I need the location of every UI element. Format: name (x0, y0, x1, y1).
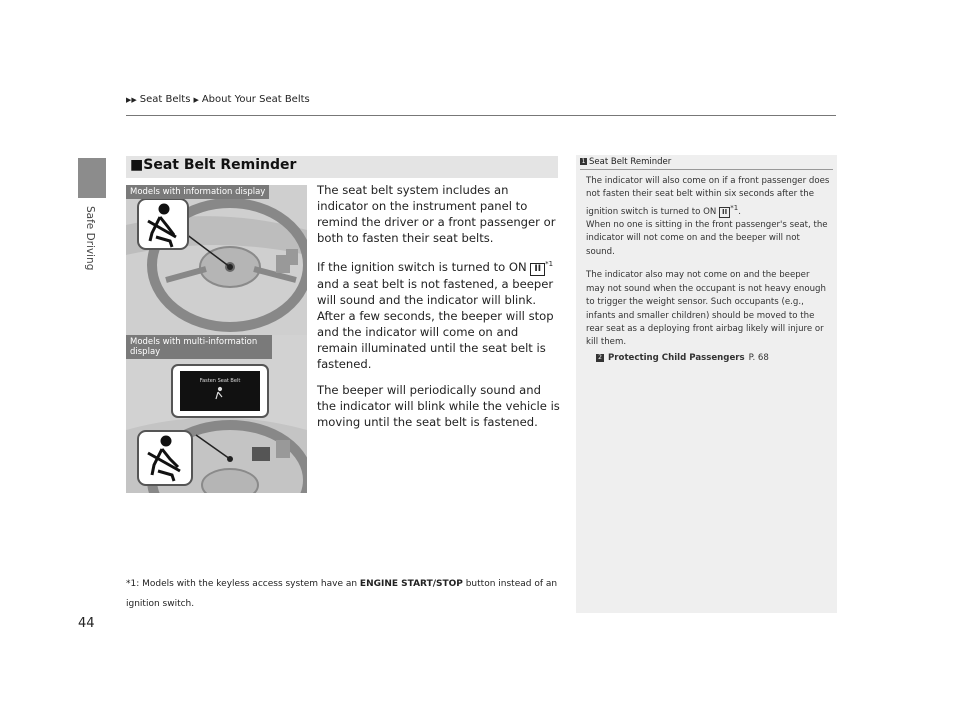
section-tab-marker (78, 158, 106, 198)
note-heading: 1 Seat Belt Reminder (580, 157, 833, 170)
note-body (586, 175, 830, 365)
body-text (317, 182, 561, 440)
section-marker: ■ (130, 157, 144, 173)
engine-start-stop-label: ENGINE START/STOP (359, 579, 463, 589)
page-number: 44 (78, 616, 95, 631)
cross-reference-link[interactable] (596, 352, 830, 365)
note-icon: 1 (581, 158, 586, 165)
section-title (130, 157, 296, 173)
multi-information-display-caption: Models with multi-information display (126, 335, 272, 359)
information-display-caption: Models with information display (126, 185, 269, 199)
multi-information-display-illustration (126, 335, 307, 493)
breadcrumb (126, 94, 310, 105)
ignition-switch-position: II (530, 263, 545, 276)
breadcrumb-item-about-seat-belts[interactable]: About Your Seat Belts (201, 94, 310, 105)
note-paragraph-weight-sensor: The indicator also may not come on and the beeper may not sound when the occupant is not heavy enough to trigger the weight sensor. Such occupants (e.g., infants and smaller children) should be moved to the rear seat as a deploying front airbag likely will injure or kill them. (586, 270, 826, 348)
paragraph-beeper-behavior: If the ignition switch is turned to ON II $^{*1}$ and a seat belt is not fastened, a beeper will sound and the indicator will blink. After a few seconds, the beeper will stop and the indicator will come on and remain illuminated until the seat belt is fastened. (317, 259, 554, 371)
footnote-reference[interactable]: *1 (545, 260, 554, 268)
breadcrumb-item-seat-belts[interactable]: Seat Belts (139, 94, 191, 105)
side-note-panel (576, 155, 837, 613)
footnote: *1: Models with the keyless access system have an ENGINE START/STOP button instead of an ignition switch. (126, 579, 558, 609)
cross-reference-arrow-icon: 2 (596, 354, 604, 362)
paragraph-periodic-beeper: The beeper will periodically sound and the indicator will blink while the vehicle is moving until the seat belt is fastened. (317, 382, 560, 429)
breadcrumb-arrow-icon: ▶▶ (126, 95, 137, 104)
information-display-illustration (126, 185, 307, 345)
paragraph-indicator-intro: The seat belt system includes an indicator on the instrument panel to remind the driver or a front passenger or both to fasten their seat belts. (317, 183, 556, 245)
side-section-label: Safe Driving (84, 206, 96, 271)
note-paragraph-passenger: The indicator will also come on if a front passenger does not fasten their seat belt within six seconds after the ignition switch is turned to ON II $^{*1}$. When no one is sitting in the front passenger's seat, the indicator will not come on and the beeper will not sound. (586, 176, 830, 257)
section-title-text: Seat Belt Reminder (143, 157, 297, 173)
ignition-switch-position: II (719, 207, 730, 218)
header-divider (126, 115, 836, 116)
cross-reference-page[interactable]: P. 68 (748, 352, 769, 363)
cross-reference-title[interactable]: Protecting Child Passengers (608, 352, 745, 363)
display-message: Fasten Seat Belt (199, 378, 241, 384)
dashboard-steering-illustration (126, 185, 307, 345)
breadcrumb-arrow-icon: ▶ (193, 95, 199, 104)
